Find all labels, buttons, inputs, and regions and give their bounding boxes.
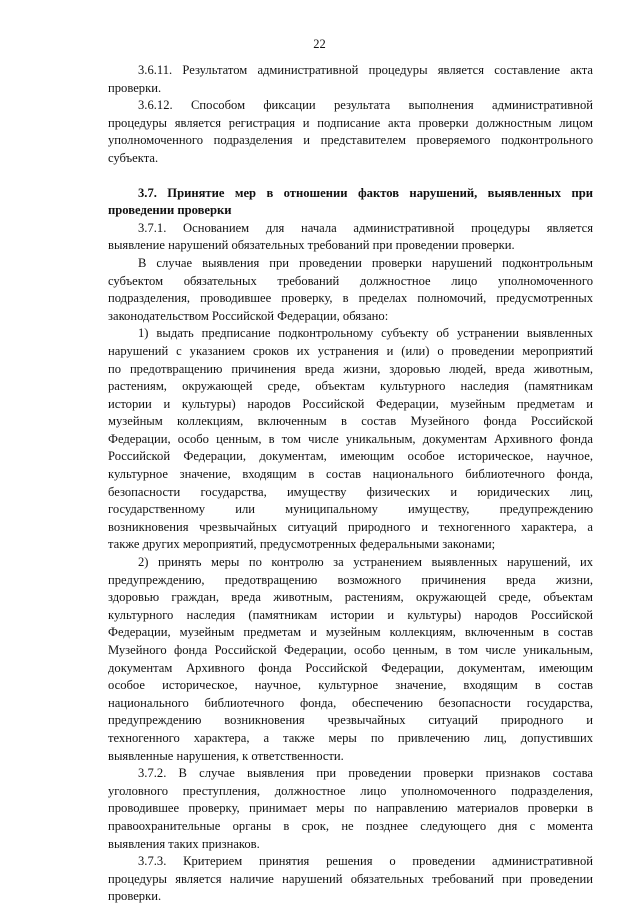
text-line: по предотвращению причинения вреда жизни, здоровью людей, вреда животным, xyxy=(108,361,593,376)
text-line: 3.7.2. В случае выявления при проведении проверки признаков состава xyxy=(138,766,593,781)
paragraph-3-7-3 xyxy=(108,853,593,906)
text-line: национального библиотечного фонда, обеспечению безопасности государства, xyxy=(108,695,593,710)
document-body xyxy=(108,62,593,906)
text-line: 3.7.1. Основанием для начала административной процедуры является xyxy=(138,220,593,235)
text-line: нарушений с указанием сроков их устранения и (или) о проведении мероприятий xyxy=(108,343,593,358)
text-line: выявление нарушений обязательных требований при проведении проверки. xyxy=(108,238,515,253)
text-line: законодательством Российской Федерации, обязано: xyxy=(108,308,389,323)
list-item-1 xyxy=(108,325,593,554)
heading-line: 3.7. Принятие мер в отношении фактов нарушений, выявленных при xyxy=(138,185,593,200)
text-line: проверки. xyxy=(108,889,162,904)
text-line: 1) выдать предписание подконтрольному субъекту об устранении выявленных xyxy=(138,326,593,341)
paragraph-3-6-12 xyxy=(108,97,593,167)
section-heading-3-7 xyxy=(108,185,593,220)
text-line: техногенного характера, а также меры по привлечению лиц, допустивших xyxy=(108,730,593,745)
text-line: субъекта. xyxy=(108,150,159,165)
paragraph-3-7-2 xyxy=(108,765,593,853)
paragraph-3-6-11 xyxy=(108,62,593,97)
text-line: государственному или муниципальному имуществу, предупреждению xyxy=(108,502,593,517)
text-line: музейным коллекциям, включенным в состав Музейного фонда Российской xyxy=(108,414,593,429)
text-line: проводившее проверку, принимает меры по направлению материалов проверки в xyxy=(108,801,593,816)
text-line: растениям, окружающей среде, объектам культурного наследия (памятникам xyxy=(108,379,593,394)
text-line: 3.6.11. Результатом административной процедуры является составление акта xyxy=(138,63,593,77)
text-line: уголовного преступления, должностное лицо уполномоченного подразделения, xyxy=(108,783,593,798)
text-line: возникновения чрезвычайных ситуаций природного и техногенного характера, а xyxy=(108,519,593,534)
text-line: здоровью граждан, вреда животным, растениям, окружающей среде, объектам xyxy=(108,590,593,605)
text-line: предупреждению, предотвращению возможного причинения вреда жизни, xyxy=(108,572,593,587)
list-item-2 xyxy=(108,554,593,765)
text-line: истории и культуры) народов Российской Федерации, музейным предметам и xyxy=(108,396,593,411)
text-line: Музейного фонда Российской Федерации, особо ценным, в том числе уникальным, xyxy=(108,643,593,657)
text-line: проверки. xyxy=(108,80,162,95)
text-line: культурное значение, входящим в состав национального библиотечного фонда, xyxy=(108,467,593,482)
text-line: В случае выявления при проведении проверки нарушений подконтрольным xyxy=(138,255,593,270)
heading-line: проведении проверки xyxy=(108,203,232,218)
text-line: Федерации, особо ценным, в том числе уникальным, документам Архивного фонда xyxy=(108,431,593,446)
text-line: 2) принять меры по контролю за устранением выявленных нарушений, их xyxy=(138,555,593,570)
text-line: 3.7.3. Критерием принятия решения о проведении административной xyxy=(138,854,593,869)
text-line: субъектом обязательных требований должностное лицо уполномоченного xyxy=(108,273,593,288)
page-number: 22 xyxy=(313,37,326,51)
text-line: процедуры является регистрация и подписание акта проверки должностным лицом xyxy=(108,115,593,130)
text-line: процедуры является наличие нарушений обязательных требований при проведении xyxy=(108,871,593,886)
text-line: Федерации, музейным предметам и музейным коллекциям, включенным в состав xyxy=(108,625,593,640)
text-line: выявления таких признаков. xyxy=(108,836,260,851)
text-line: особое историческое, научное, культурное значение, входящим в состав xyxy=(108,678,593,693)
text-line: правоохранительные органы в срок, не позднее следующего дня с момента xyxy=(108,818,593,833)
text-line: также других мероприятий, предусмотренных федеральными законами; xyxy=(108,537,496,552)
text-line: 3.6.12. Способом фиксации результата выполнения административной xyxy=(138,98,593,113)
text-line: безопасности государства, имуществу физических и юридических лиц, xyxy=(108,484,593,499)
text-line: документам Архивного фонда Российской Федерации, документам, имеющим xyxy=(108,660,593,675)
text-line: выявленные нарушения, к ответственности. xyxy=(108,748,344,763)
text-line: предупреждению возникновения чрезвычайных ситуаций природного и xyxy=(108,713,593,728)
text-line: Российской Федерации, документам, имеющим особое историческое, научное, xyxy=(108,449,593,464)
text-line: уполномоченного подразделения и представителем проверяемого подконтрольного xyxy=(108,133,593,148)
text-line: культурного наследия (памятникам истории и культуры) народов Российской xyxy=(108,607,593,622)
paragraph-violations-intro xyxy=(108,255,593,325)
text-line: подразделения, проводившее проверку, в пределах полномочий, предусмотренных xyxy=(108,291,593,306)
paragraph-3-7-1 xyxy=(108,220,593,255)
